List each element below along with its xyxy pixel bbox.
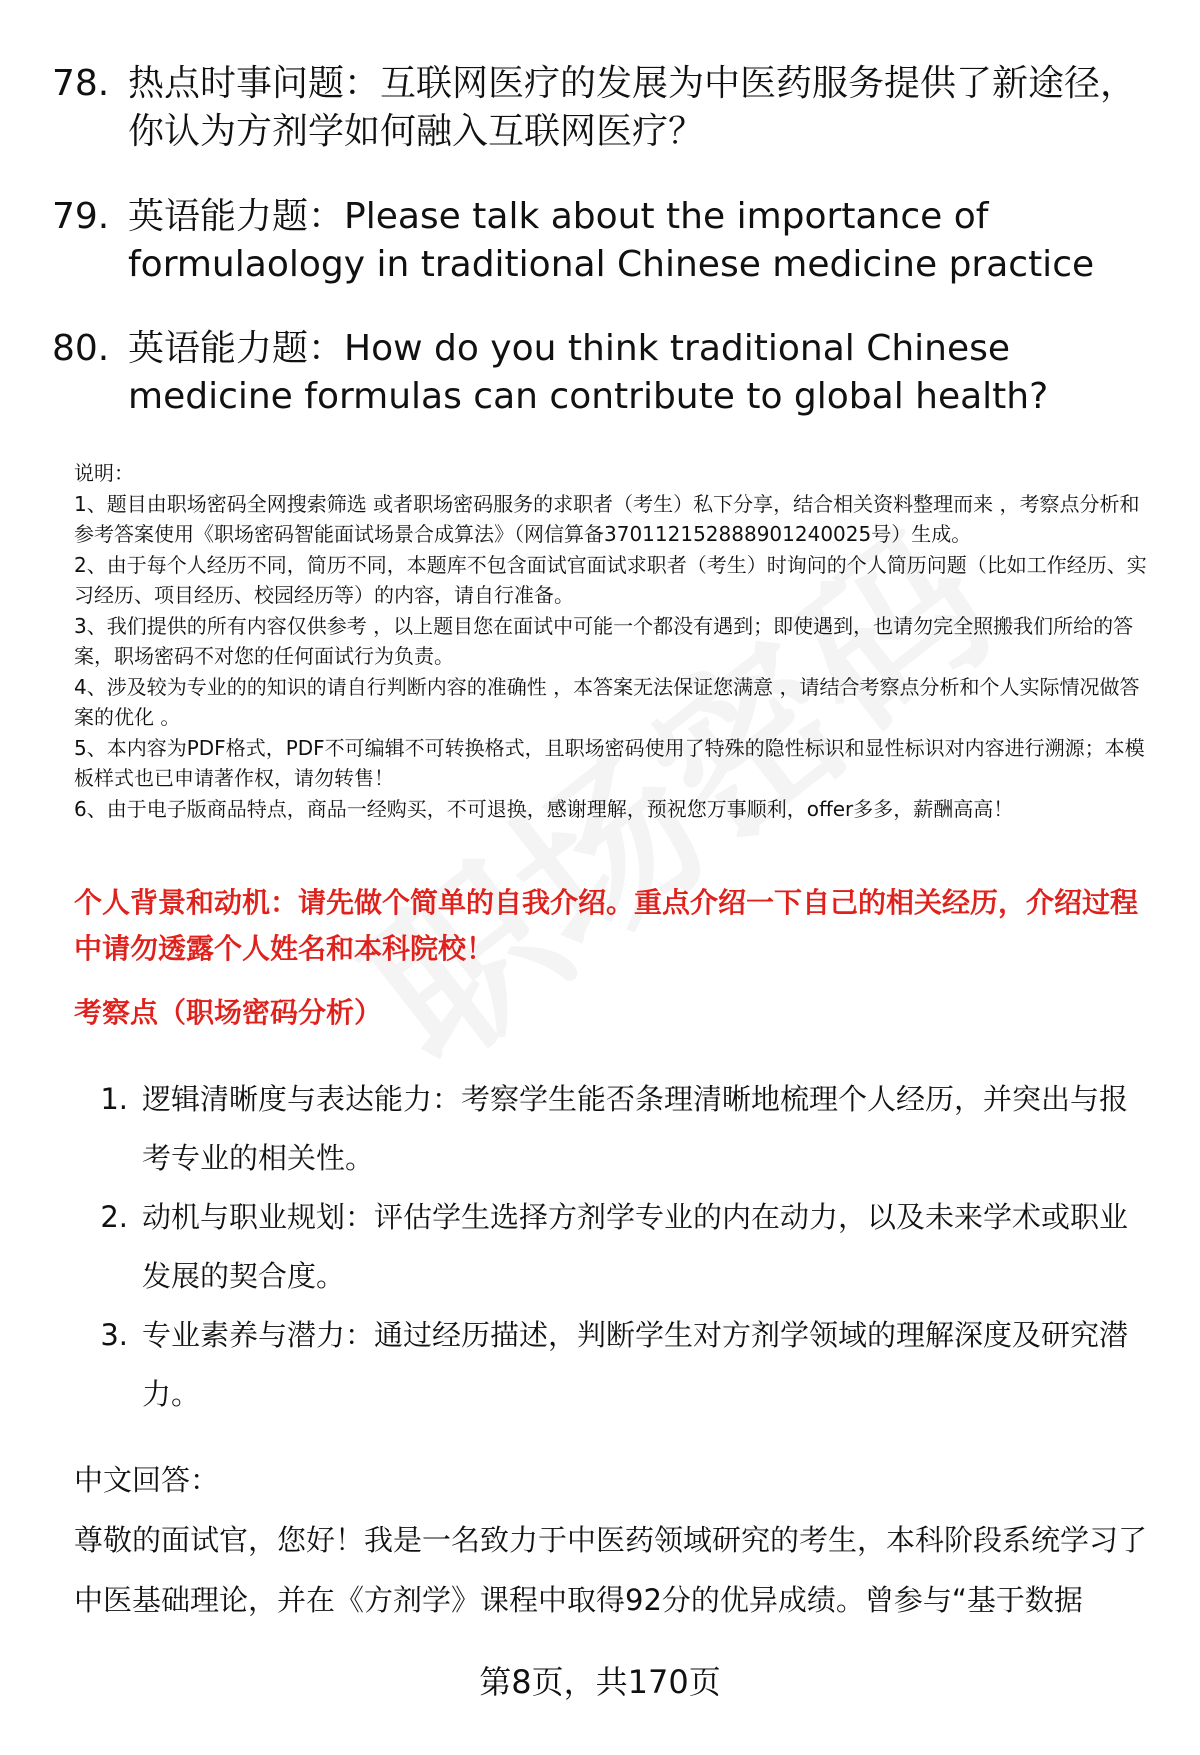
list-item (74, 1070, 1154, 1188)
notes-section (74, 458, 1154, 824)
note-item: 3、我们提供的所有内容仅供参考 ，以上题目您在面试中可能一个都没有遇到；即使遇到，也请勿完全照搬我们所给的答案，职场密码不对您的任何面试行为负责。 (74, 613, 1134, 668)
answer-label: 中文回答： (74, 1463, 220, 1497)
question-number: 80. (52, 328, 110, 369)
question-text: 英语能力题：Please talk about the importance of formulaology in traditional Chinese medicine practice (128, 196, 1095, 285)
question-text: 英语能力题：How do you think traditional Chinese medicine formulas can contribute to global health? (128, 328, 1049, 417)
question-78 (52, 60, 1162, 156)
question-text: 热点时事问题：互联网医疗的发展为中医药服务提供了新途径，你认为方剂学如何融入互联网医疗？ (128, 63, 1137, 152)
point-text: 逻辑清晰度与表达能力：考察学生能否条理清晰地梳理个人经历，并突出与报考专业的相关性。 (142, 1082, 1129, 1175)
kaochadian-title: 考察点（职场密码分析） (74, 996, 383, 1029)
list-item (74, 1306, 1154, 1424)
question-80 (52, 325, 1162, 421)
points-list (74, 1070, 1154, 1424)
answer-body: 尊敬的面试官，您好！我是一名致力于中医药领域研究的考生，本科阶段系统学习了中医基础理论，并在《方剂学》课程中取得92分的优异成绩。曾参与“基于数据 (74, 1523, 1148, 1617)
point-number: 2. (100, 1200, 128, 1234)
question-number: 79. (52, 196, 110, 237)
point-number: 1. (100, 1082, 128, 1116)
list-item (74, 1188, 1154, 1306)
question-number: 78. (52, 63, 110, 104)
note-item: 5、本内容为PDF格式，PDF不可编辑不可转换格式，且职场密码使用了特殊的隐性标识和显性标识对内容进行溯源；本模板样式也已申请著作权，请勿转售！ (74, 735, 1145, 790)
page-footer: 第8页，共170页 (479, 1663, 721, 1701)
intro-question: 个人背景和动机：请先做个简单的自我介绍。重点介绍一下自己的相关经历，介绍过程中请勿透露个人姓名和本科院校！ (74, 886, 1139, 965)
note-item: 1、题目由职场密码全网搜索筛选 或者职场密码服务的求职者（考生）私下分享，结合相关资料整理而来 ，考察点分析和参考答案使用《职场密码智能面试场景合成算法》（网信算备370112152888901240025号）生成。 (74, 491, 1140, 546)
note-item: 2、由于每个人经历不同，简历不同，本题库不包含面试官面试求职者（考生）时询问的个人简历问题（比如工作经历、实习经历、项目经历、校园经历等）的内容，请自行准备。 (74, 552, 1147, 607)
notes-heading: 说明： (74, 461, 134, 485)
point-text: 专业素养与潜力：通过经历描述，判断学生对方剂学领域的理解深度及研究潜力。 (142, 1318, 1129, 1411)
point-number: 3. (100, 1318, 128, 1352)
note-item: 4、涉及较为专业的的知识的请自行判断内容的准确性 ，本答案无法保证您满意 ，请结合考察点分析和个人实际情况做答案的优化 。 (74, 674, 1140, 729)
question-79 (52, 193, 1162, 289)
point-text: 动机与职业规划：评估学生选择方剂学专业的内在动力，以及未来学术或职业发展的契合度。 (142, 1200, 1129, 1293)
note-item: 6、由于电子版商品特点，商品一经购买，不可退换，感谢理解，预祝您万事顺利，offer多多，薪酬高高！ (74, 796, 1014, 821)
